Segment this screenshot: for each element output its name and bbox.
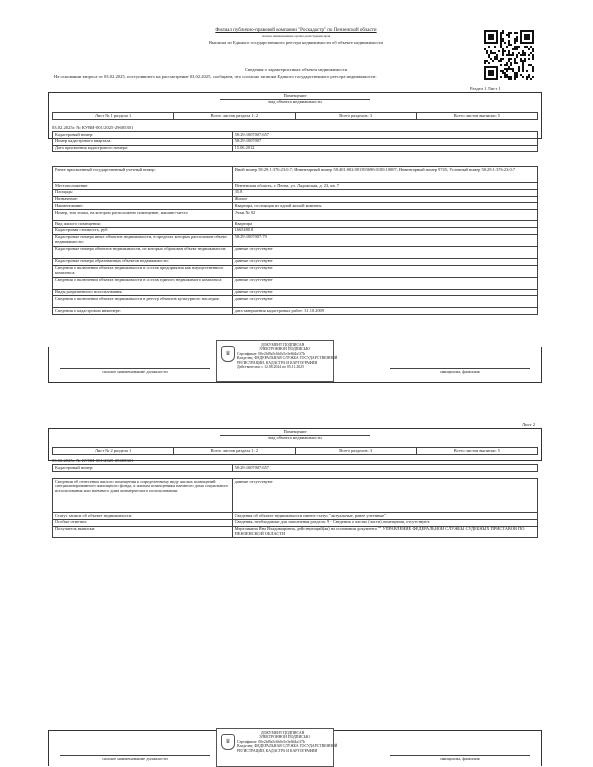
- stamp-text: Владелец: ФЕДЕРАЛЬНАЯ СЛУЖБА ГОСУДАРСТВЕННОЙ: [237, 744, 338, 749]
- sheet1-top-table: [52, 131, 538, 152]
- field-value: Пензенская область, г. Пенза, ул. Ладожская, д. 23, кв. 7: [232, 183, 537, 190]
- qr-module: [512, 54, 514, 56]
- field-label: Кадастровый номер:: [53, 132, 233, 139]
- qr-module: [514, 78, 516, 80]
- meta-cell: Всего листов выписки: 5: [416, 113, 537, 120]
- stamp-text: ДОКУМЕНТ ПОДПИСАН: [261, 731, 305, 735]
- field-label: Сведения о включении объекта недвижимости в реестр объектов культурного наследия:: [53, 296, 233, 308]
- field-label: Статус записи об объекте недвижимости:: [53, 513, 233, 520]
- sheet1-main-table: [52, 166, 538, 315]
- field-label: Сведения о включении объекта недвижимости в состав предприятия как имущественного комплекса:: [53, 265, 233, 277]
- qr-module: [498, 50, 500, 52]
- field-label: Особые отметки:: [53, 519, 233, 526]
- field-label: Кадастровый номер:: [53, 465, 233, 472]
- stamp-text: РЕГИСТРАЦИИ, КАДАСТРА И КАРТОГРАФИИ: [237, 748, 318, 753]
- field-value: 35.8: [232, 189, 537, 196]
- field-value: данные отсутствуют: [232, 289, 537, 296]
- qr-module: [526, 70, 528, 72]
- qr-module: [500, 64, 502, 66]
- sign-name-caption: инициалы, фамилия: [440, 369, 480, 374]
- qr-module: [510, 64, 512, 66]
- field-label: Кадастровая стоимость, руб.: [53, 227, 233, 234]
- field-value: данные отсутствуют: [232, 258, 537, 265]
- qr-module: [488, 46, 490, 48]
- qr-module: [504, 50, 506, 52]
- qr-module: [522, 76, 524, 78]
- qr-module: [484, 62, 486, 64]
- sheet2-label: Лист 2: [522, 422, 536, 427]
- field-label: Сведения об отнесении жилого помещения к определенному виду жилых помещений специализированного жилищного фонда, к жилым помещениям наемного дома социального использования или наемного дома коммерческого использования:: [53, 479, 233, 513]
- qr-module: [528, 54, 530, 56]
- object-type: Помещение: [283, 93, 307, 98]
- sheet2-cad-table: [52, 464, 538, 472]
- qr-module: [510, 32, 512, 34]
- field-value: данные отсутствуют: [232, 277, 537, 289]
- object-type-caption: вид объекта недвижимости: [268, 99, 322, 104]
- qr-module: [516, 56, 518, 58]
- field-label: Виды разрешенного использования:: [53, 289, 233, 296]
- qr-module: [532, 42, 534, 44]
- qr-module: [532, 58, 534, 60]
- emblem-icon: ♛: [221, 734, 235, 750]
- meta-cell: Лист № 1 раздела 1: [53, 113, 174, 120]
- qr-module: [492, 60, 494, 62]
- field-label: Получатель выписки:: [53, 526, 233, 538]
- field-label: Сведения о кадастровом инженере:: [53, 308, 233, 315]
- meta-cell: Всего разделов: 3: [295, 448, 416, 455]
- stamp-text: Владелец: ФЕДЕРАЛЬНАЯ СЛУЖБА ГОСУДАРСТВЕННОЙ: [237, 356, 338, 361]
- qr-module: [506, 70, 508, 72]
- object-type: Помещение: [283, 429, 307, 434]
- e-signature-stamp: [216, 728, 338, 767]
- field-label: Наименование:: [53, 203, 233, 210]
- qr-module: [492, 74, 494, 76]
- qr-module: [500, 76, 502, 78]
- qr-module: [532, 70, 534, 72]
- qr-module: [510, 78, 512, 80]
- field-label: Номер, тип этажа, на котором расположено помещение, машино-место: [53, 210, 233, 221]
- qr-module: [504, 42, 506, 44]
- stamp-text: ЭЛЕКТРОННОЙ ПОДПИСЬЮ: [259, 347, 310, 352]
- qr-module: [506, 46, 508, 48]
- field-label: Назначение:: [53, 196, 233, 203]
- field-value: Квартира: [232, 221, 537, 228]
- object-type-caption: вид объекта недвижимости: [268, 435, 322, 440]
- field-value: 1665480.8: [232, 227, 537, 234]
- qr-module: [530, 78, 532, 80]
- doc-number: 03.02.2025г. № КУВИ-001/2025-29685301: [52, 125, 134, 130]
- field-label: Дата присвоения кадастрового номера:: [53, 145, 233, 152]
- meta-cell: Лист № 2 раздела 1: [53, 448, 174, 455]
- qr-module: [514, 42, 516, 44]
- field-label: Кадастровые номера объектов недвижимости, из которых образован объект недвижимости:: [53, 246, 233, 258]
- field-value: 58:29:1007007: [232, 138, 537, 145]
- meta-cell: Всего листов раздела 1: 2: [174, 448, 295, 455]
- qr-module: [526, 78, 528, 80]
- field-label: Кадастровые номера образованных объектов недвижимости:: [53, 258, 233, 265]
- intro-text: На основании запроса от 03.02.2025, поступившего на рассмотрение 03.02.2025, сообщаем, что согласно записям Единого государственного реестра недвижимости:: [54, 74, 377, 79]
- qr-module: [528, 58, 530, 60]
- field-label: Номер кадастрового квартала:: [53, 138, 233, 145]
- org-name: Филиал публично-правовой компании "Роскадастр" по Пензенской области: [215, 28, 377, 33]
- field-label: Местоположение:: [53, 183, 233, 190]
- qr-module: [532, 76, 534, 78]
- qr-module: [496, 42, 498, 44]
- field-value: Мерзликина Яна Владимировна, действующий(ая) на основании документа "" УПРАВЛЕНИЕ ФЕДЕРАЛЬНОЙ СЛУЖБЫ СУДЕБНЫХ ПРИСТАВОВ ПО ПЕНЗЕНСКОЙ ОБЛАСТИ: [232, 526, 537, 538]
- qr-module: [532, 50, 534, 52]
- doc-number: 03.02.2025г. № КУВИ-001/2025-29685301: [52, 458, 134, 463]
- field-value: данные отсутствуют: [232, 246, 537, 258]
- qr-module: [508, 36, 510, 38]
- meta-cell: Всего листов раздела 1: 2: [174, 113, 295, 120]
- qr-module: [510, 44, 512, 46]
- qr-module: [518, 70, 520, 72]
- qr-module: [502, 32, 504, 34]
- meta-cell: Всего листов выписки: 5: [416, 448, 537, 455]
- qr-module: [528, 38, 530, 40]
- qr-code: [484, 30, 534, 80]
- field-value: данные отсутствуют: [232, 296, 537, 308]
- sheet1-meta-table: [52, 112, 538, 120]
- stamp-text: ЭЛЕКТРОННОЙ ПОДПИСЬЮ: [259, 735, 310, 740]
- qr-module: [496, 78, 498, 80]
- stamp-text: Действителен: с 12.08.2024 по 05.11.2025: [237, 365, 304, 370]
- field-value: 58:29:1007007:657: [232, 465, 537, 472]
- stamp-text: Сертификат: 00e2fd9a5c6b0c5e3e8d4a1f7b: [237, 739, 305, 744]
- qr-module: [528, 48, 530, 50]
- field-value: Квартира, состоящая из одной жилой комнаты: [232, 203, 537, 210]
- field-label: Площадь:: [53, 189, 233, 196]
- stamp-text: ДОКУМЕНТ ПОДПИСАН: [261, 343, 305, 347]
- qr-module: [510, 58, 512, 60]
- field-label: Кадастровые номера иных объектов недвижимости, в пределах которых расположен объект недвижимости:: [53, 234, 233, 246]
- field-value: Сведения, необходимые для заполнения раздела: 9 - Сведения о частях (части) помещения, отсутствуют.: [232, 519, 537, 526]
- field-value: Этаж № 02: [232, 210, 537, 221]
- field-value: Иной номер 58:29:1:376:23:0:7; Инвентарный номер 58:401:002:001393690:0100:10007; Инвентарный номер 9745; Условный номер 58:29:1:376:23:0:7: [232, 167, 537, 183]
- e-signature-stamp: [216, 340, 338, 382]
- field-value: 15.06.2012: [232, 145, 537, 152]
- qr-module: [494, 46, 496, 48]
- qr-module: [524, 54, 526, 56]
- field-value: данные отсутствуют: [232, 479, 537, 513]
- qr-module: [518, 46, 520, 48]
- qr-module: [516, 48, 518, 50]
- field-value: Сведения об объекте недвижимости имеют статус "актуальные, ранее учтенные": [232, 513, 537, 520]
- qr-module: [500, 60, 502, 62]
- qr-module: [516, 40, 518, 42]
- sign-name-caption: инициалы, фамилия: [440, 756, 480, 761]
- meta-cell: Всего разделов: 3: [295, 113, 416, 120]
- stamp-text: Сертификат: 00e2fd9a5c6b0c5e3e8d4a1f7b: [237, 351, 305, 356]
- field-label: Вид жилого помещения:: [53, 221, 233, 228]
- field-label: Ранее присвоенный государственный учетный номер:: [53, 167, 233, 183]
- doc-title: Выписка из Единого государственного реестра недвижимости об объекте недвижимости: [209, 40, 383, 45]
- sign-position-caption: полное наименование должности: [102, 756, 168, 761]
- section-label: Раздел 1 Лист 1: [470, 86, 501, 91]
- sign-position-caption: полное наименование должности: [102, 369, 168, 374]
- field-label: Сведения о включении объекта недвижимости в состав единого недвижимого комплекса:: [53, 277, 233, 289]
- field-value: дата завершения кадастровых работ: 31.10.2009: [232, 308, 537, 315]
- qr-module: [502, 58, 504, 60]
- qr-module: [492, 38, 494, 40]
- stamp-text: РЕГИСТРАЦИИ, КАДАСТРА И КАРТОГРАФИИ: [237, 360, 318, 365]
- qr-module: [516, 62, 518, 64]
- sheet2-main-table: [52, 478, 538, 538]
- org-note: полное наименование органа регистрации прав: [261, 34, 331, 38]
- field-value: 58:29:1007007:79: [232, 234, 537, 246]
- field-value: Жилое: [232, 196, 537, 203]
- qr-module: [488, 62, 490, 64]
- qr-module: [522, 70, 524, 72]
- qr-module: [502, 54, 504, 56]
- emblem-icon: ♛: [221, 346, 235, 362]
- sheet2-meta-table: [52, 447, 538, 455]
- field-value: 58:29:1007007:657: [232, 132, 537, 139]
- qr-module: [516, 76, 518, 78]
- qr-module: [524, 60, 526, 62]
- doc-subtitle: Сведения о характеристиках объекта недвижимости: [244, 67, 348, 72]
- qr-module: [516, 32, 518, 34]
- field-value: данные отсутствуют: [232, 265, 537, 277]
